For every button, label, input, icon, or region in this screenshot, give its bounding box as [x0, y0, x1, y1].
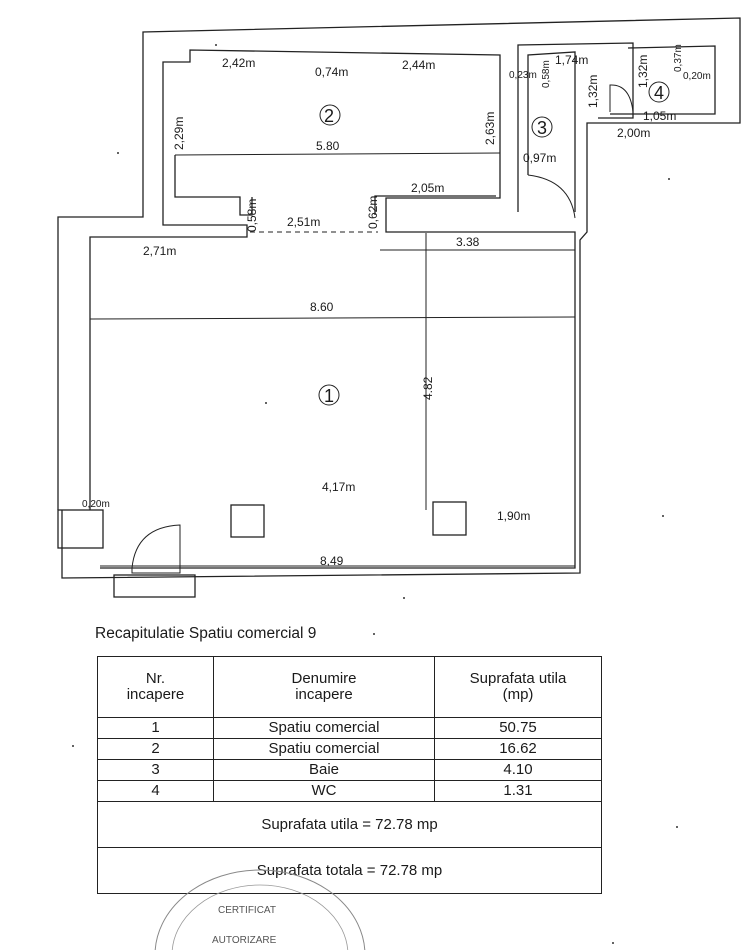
dim-097: 0,97m: [523, 151, 557, 165]
scan-speck: [403, 597, 405, 599]
room-4-number: 4: [654, 83, 665, 103]
dim-338: 3.38: [456, 235, 480, 249]
room-2-inner-wall-right: [375, 196, 496, 215]
row-nr: 4: [98, 781, 214, 802]
scan-speck: [373, 633, 375, 635]
room-2-inner-wall: [175, 155, 252, 215]
total-utila: Suprafata utila = 72.78 mp: [98, 802, 602, 848]
stamp-line-2: AUTORIZARE: [212, 935, 277, 946]
col-nr-header: Nr. incapere: [98, 657, 214, 718]
table-header-row: [98, 657, 602, 718]
col-name-header: Denumire incapere: [214, 657, 435, 718]
row-area: 4.10: [435, 760, 602, 781]
row-area: 16.62: [435, 739, 602, 760]
dim-037: 0,37m: [673, 44, 684, 72]
column-left: [231, 505, 264, 537]
col-area-header: Suprafata utila (mp): [435, 657, 602, 718]
dim-074: 0,74m: [315, 65, 349, 79]
bath-door: [528, 175, 575, 218]
dim-417: 4,17m: [322, 480, 356, 494]
row-area: 50.75: [435, 718, 602, 739]
dim-482: 4.82: [421, 376, 435, 400]
table-row: [98, 760, 602, 781]
row-name: WC: [214, 781, 435, 802]
dim-244: 2,44m: [402, 58, 436, 72]
total-totala: Suprafata totala = 72.78 mp: [98, 848, 602, 894]
column-right: [433, 502, 466, 535]
scan-speck: [117, 152, 119, 154]
dim-105: 1,05m: [643, 109, 677, 123]
room-2-number: 2: [324, 106, 335, 126]
table-row: [98, 781, 602, 802]
dim-174: 1,74m: [555, 53, 589, 67]
row-nr: 1: [98, 718, 214, 739]
scan-speck: [676, 826, 678, 828]
room-3-number: 3: [537, 118, 548, 138]
row-nr: 2: [98, 739, 214, 760]
recap-caption: Recapitulatie Spatiu comercial 9: [95, 625, 317, 642]
side-box: [58, 510, 103, 548]
scan-speck: [72, 745, 74, 747]
dim-229: 2,29m: [172, 116, 186, 150]
wc-door: [610, 85, 633, 112]
scan-speck: [662, 515, 664, 517]
row-name: Baie: [214, 760, 435, 781]
stamp-line-1: CERTIFICAT: [218, 905, 276, 916]
dim-860: 8.60: [310, 300, 334, 314]
dim-058a: 0,58m: [245, 198, 259, 232]
dim-580: 5.80: [316, 139, 340, 153]
room-2-dimension-line: [175, 153, 500, 155]
room-1-number: 1: [324, 386, 335, 406]
table-row: [98, 739, 602, 760]
dim-200: 2,00m: [617, 126, 651, 140]
dim-line-860: [90, 317, 575, 319]
dim-062: 0,62m: [366, 195, 380, 229]
dim-849: 8,49: [320, 554, 344, 568]
scan-speck: [215, 44, 217, 46]
entrance-step: [114, 575, 195, 597]
row-name: Spatiu comercial: [214, 718, 435, 739]
recap-table: [97, 656, 602, 894]
dim-251: 2,51m: [287, 215, 321, 229]
scan-speck: [612, 942, 614, 944]
table-row: [98, 718, 602, 739]
dim-205: 2,05m: [411, 181, 445, 195]
dim-020a: 0,20m: [82, 499, 110, 510]
dim-023: 0,23m: [509, 70, 537, 81]
scan-speck: [668, 178, 670, 180]
dim-058b: 0,58m: [541, 60, 552, 88]
row-name: Spatiu comercial: [214, 739, 435, 760]
dim-242: 2,42m: [222, 56, 256, 70]
row-nr: 3: [98, 760, 214, 781]
outer-wall: [58, 18, 740, 578]
total-utila-row: [98, 802, 602, 848]
dim-271: 2,71m: [143, 244, 177, 258]
scan-speck: [265, 402, 267, 404]
dim-263: 2,63m: [483, 111, 497, 145]
row-area: 1.31: [435, 781, 602, 802]
dim-020b: 0,20m: [683, 71, 711, 82]
dim-132a: 1,32m: [586, 74, 600, 108]
dim-132b: 1,32m: [636, 54, 650, 88]
dim-190: 1,90m: [497, 509, 531, 523]
